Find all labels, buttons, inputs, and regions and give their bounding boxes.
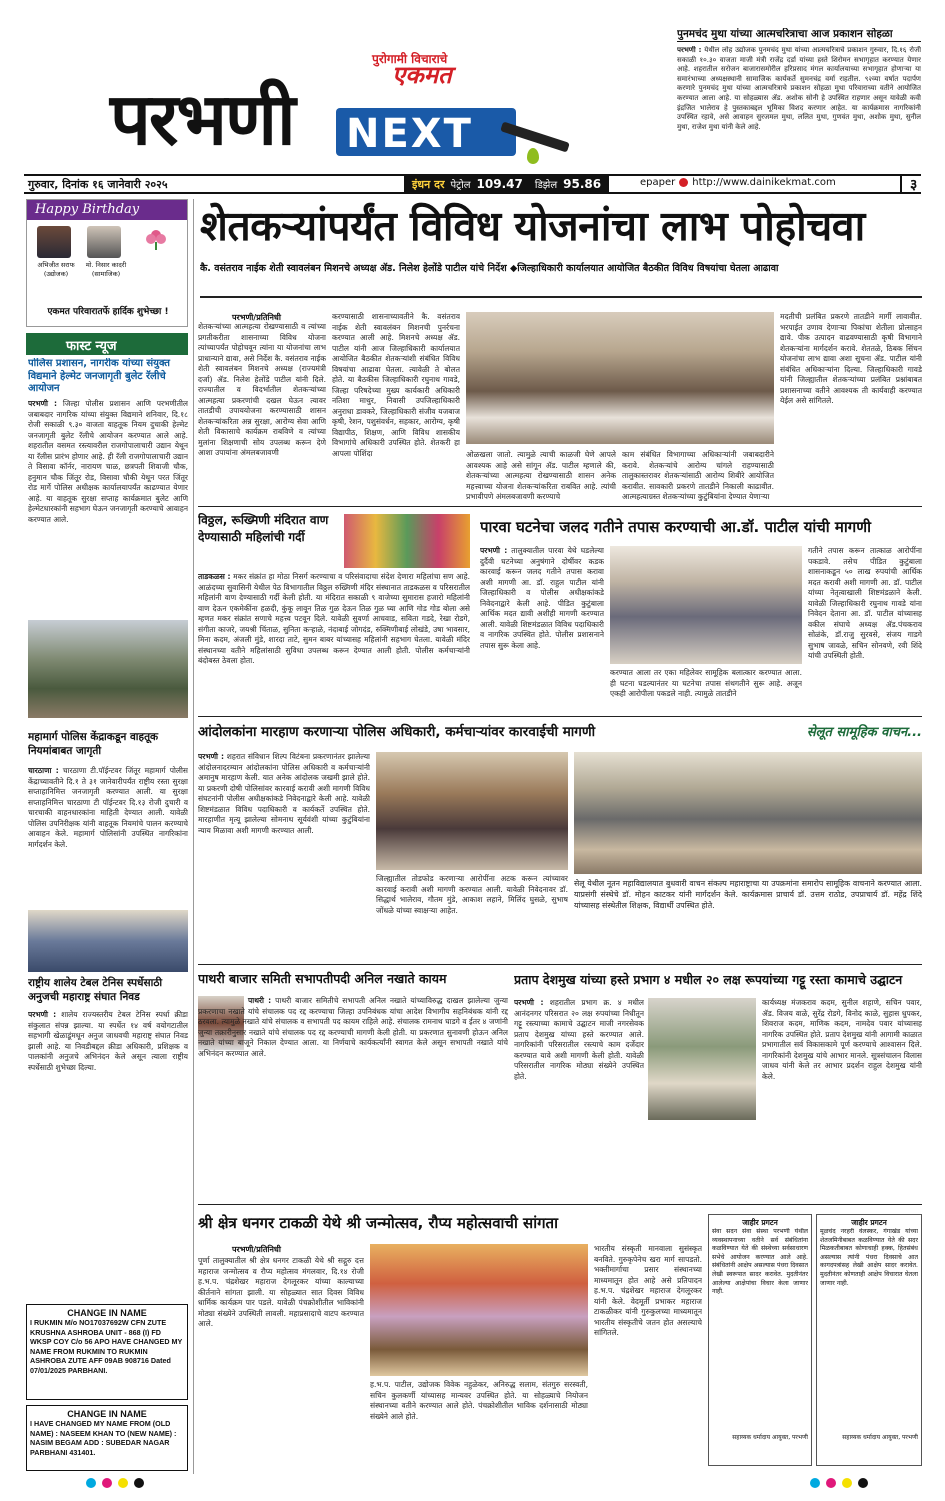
fast-news-header	[26, 333, 188, 355]
petrol-label: पेट्रोल	[450, 180, 471, 191]
left-column-divider	[193, 199, 194, 1474]
diesel-rate: 95.86	[563, 177, 602, 191]
classified-ad-2-title: CHANGE IN NAME	[67, 1409, 147, 1419]
fast-news-2-headline: महामार्ग पोलिस केंद्राकडून वाहतूक नियमांबाबत जागृती	[28, 731, 159, 757]
parva-memorandum-photo	[610, 546, 802, 664]
selu-caption: सेलू येथील नूतन महाविद्यालयात बुधवारी वाचन संकल्प महाराष्ट्राचा या उपक्रमांना समारोप सामूहिक वाचनाने करण्यात आला. याप्रसंगी संस्थेचे डॉ. मोहन काटकर यांनी मार्गदर्शन केले. कार्यक्रमास प्राचार्य डॉ. उत्तम राठोड, उपप्राचार्य डॉ. महेंद्र शिंदे यांच्यासह संस्थेतील शिक्षक, विद्यार्थी उपस्थित होते.	[574, 879, 922, 910]
date-bar	[24, 174, 921, 194]
andolak-body	[198, 752, 370, 962]
andolak-headline: आंदोलकांना मारहाण करणाऱ्या पोलिस अधिकारी, कर्मचाऱ्यांवर कारवाईची मागणी	[198, 724, 596, 740]
birthday-role-1: (उद्योजक)	[43, 270, 69, 278]
main-col-3: ओळखला जातो. त्यामुळे त्याची काळजी घेणे आपले आवश्यक आहे असे सांगून ॲड. पाटील म्हणाले की, शेतकऱ्यांच्या आत्महत्या रोखण्यासाठी शासन अनेक महत्त्वाच्या योजना शेतकऱ्यांकरिता राबवित आहे. त्यांची प्रभावीपणे अंमलबजावणी करण्याचे	[466, 450, 616, 501]
main-meeting-photo	[466, 312, 774, 444]
vitthal-body	[198, 572, 470, 712]
andolak-byline: परभणी :	[198, 752, 224, 761]
takali-byline: परभणी/प्रतिनिधी	[232, 1245, 281, 1254]
black-mark	[134, 1478, 144, 1488]
fast-news-3-headline: राष्ट्रीय शालेय टेबल टेनिस स्पर्धेसाठी अनुजची महाराष्ट्र संघात निवड	[28, 977, 163, 1003]
birthday-name-2: मो. निसार कादरी	[85, 261, 127, 269]
public-notice-1-title: जाहीर प्रगटन	[742, 1218, 778, 1227]
cyan-mark-2	[810, 1478, 820, 1488]
petrol-rate: 109.47	[476, 177, 523, 191]
main-headline: शेतकऱ्यांपर्यंत विविध योजनांचा लाभ पोहोचवा	[200, 202, 865, 250]
takali-body: पूर्णा तालुक्यातील श्री क्षेत्र धनगर टाकळी येथे श्री सद्गुरु दत्त महाराज जन्मोत्सव व रौप्य महोत्सव मंगलवार, दि.१४ रोजी ह.भ.प. चंद्रशेखर महाराज देगलूरकर यांच्या काल्याच्या कीर्तनाने सांगता झाली. या सोहळ्यात सात दिवस विविध धार्मिक कार्यक्रम पार पडले. यावेळी पंचक्रोशीतील भाविकांनी मोठ्या संख्येने उपस्थिती लावली. महाप्रसादाचे वाटप करण्यात आले.	[198, 1256, 364, 1328]
top-right-byline: परभणी :	[677, 46, 702, 54]
top-right-headline: पुनमचंद मुथा यांच्या आत्मचरित्राचा आज प्रकाशन सोहळा	[677, 28, 921, 42]
masthead	[0, 0, 670, 172]
pathri-byline: पाथरी :	[248, 996, 272, 1005]
fast-news-1-headline: पोलिस प्रशासन, नागरीक यांच्या संयुक्त विद्यमाने हेल्मेट जनजागृती बुलेट रॅलीचे आयोजन	[28, 358, 171, 394]
takali-celebration-photo	[370, 1244, 588, 1376]
andolak-text: शहरात संविधान शिल्प विटंबना प्रकरणानंतर झालेल्या आंदोलनादरम्यान आंदोलकांना पोलिस अधिकारी व कर्मचाऱ्यांनी अमानुष मारहाण केली. यात अनेक आंदोलक जखमी झाले होते. या प्रकरणी दोषी पोलिसांवर कारवाई करावी अशी मागणी विविध संघटनांनी पोलीस अधीक्षकांकडे निवेदनाद्वारे केली आहे. यावेळी शिष्टमंडळात विविध पदाधिकारी व कार्यकर्ते उपस्थित होते. मारहाणीत मृत्यू झालेल्या सोमनाथ सूर्यवंशी यांच्या कुटुंबियांना न्याय मिळावा अशी मागणी करण्यात आली.	[198, 752, 370, 835]
color-registration-marks	[0, 1478, 945, 1494]
public-notice-1	[708, 1214, 812, 1466]
masthead-brand: एकमत	[392, 61, 452, 89]
pratap-body	[514, 998, 644, 1120]
masthead-edition-text: NEXT	[346, 111, 473, 157]
parva-text: तालुक्यातील पारवा येथे घडलेल्या दुर्दैवी घटनेच्या अनुषंगाने दोषींवर कडक कारवाई करून जलद गतीने तपास करावा अशी मागणी आ. डॉ. राहुल पाटील यांनी जिल्हाधिकारी व पोलीस अधीक्षकांकडे निवेदनाद्वारे केली आहे. पीडित कुटुंबाला आर्थिक मदत द्यावी अशीही मागणी करण्यात आली. यावेळी शिष्टमंडळात विविध पदाधिकारी व नागरिक उपस्थित होते. पोलीस प्रशासनाने तपास सुरू केला आहे.	[480, 546, 604, 650]
pratap-inauguration-photo	[648, 998, 756, 1120]
vitthal-headline: विठ्ठल, रूख्मिणी मंदिरात वाण देण्यासाठी महिलांची गर्दी	[198, 513, 329, 544]
classified-ad-2-body: I HAVE CHANGED MY NAME FROM (OLD NAME) : NASEEM KHAN TO (NEW NAME) : NASIM BEGAM ADD : SUBEDAR NAGAR PARBHANI 431401.	[30, 1419, 177, 1457]
epaper-url: http://www.dainikekmat.com	[692, 177, 836, 188]
main-subhead-rule	[200, 296, 922, 298]
parva-body	[480, 546, 604, 712]
main-subhead: कै. वसंतराव नाईक शेती स्वावलंबन मिशनचे अध्यक्ष ॲड. निलेश हेलोंडे पाटील यांचे निर्देश ◆जिल्हाधिकारी कार्यालयात आयोजित बैठकीत विविध विषयांचा घेतला आढावा	[200, 263, 779, 274]
yellow-mark	[118, 1478, 128, 1488]
takali-headline: श्री क्षेत्र धनगर टाकळी येथे श्री जन्मोत्सव, रौप्य महोत्सवाची सांगता	[198, 1214, 558, 1232]
epaper-link[interactable]	[640, 177, 836, 188]
fast-news-1-body	[28, 399, 188, 614]
table-tennis-photo	[28, 910, 188, 972]
classified-ad-1	[26, 1304, 188, 1400]
public-notice-2-title: जाहीर प्रगटन	[851, 1218, 887, 1227]
fast-news-2-byline: चारठाणा :	[28, 766, 59, 775]
vitthal-women-photo	[344, 514, 470, 568]
selu-headline: सेलूत सामूहिक वाचन...	[806, 725, 922, 740]
pratap-col-right: कार्यध्यक्ष मंजकराव कदम, सुनील शहाणे, सचिन पवार, ॲड. विजय वाळे, सुरेंद्र रोडगे, विनोद काळे, सुहास धुपकर, शिवराज कदम, माणिक कदम, नामदेव पवार यांच्यासह नागरिक उपस्थित होते. प्रताप देशमुख यांनी आगामी काळात प्रभागातील सर्व विकासकामे पूर्ण करण्याचे आश्वासन दिले. नागरिकांनी देशमुख यांचे आभार मानले. सूत्रसंचालन विलास जाधव यांनी केले तर आभार प्रदर्शन राहुल देशमुख यांनी केले.	[762, 998, 922, 1081]
birthday-role-2: (सामाजिक)	[91, 270, 121, 278]
selu-reading-photo	[574, 752, 922, 874]
fast-news-1-byline: परभणी :	[28, 399, 58, 408]
masthead-city: परभणी	[110, 77, 294, 161]
page-number: ३	[900, 175, 917, 194]
main-col-2: करण्यासाठी शासनाच्यावतीने कै. वसंतराव नाईक शेती स्वावलंबन मिशनची पुनर्रचना करण्यात आली आहे. मिशनचे अध्यक्ष ॲड. पाटील यांनी आज जिल्हाधिकारी कार्यालयात आयोजित बैठकीत शेतकऱ्यांशी संबंधित विविध विषयांचा आढावा घेतला. त्यावेळी ते बोलत होते. या बैठकीस जिल्हाधिकारी रघुनाथ गावडे, जिल्हा परिषदेच्या मुख्य कार्यकारी अधिकारी नतिशा माथुर, निवासी उपजिल्हाधिकारी अनुराधा डावकरे, जिल्हाधिकारी संजीव यजबाज कृषी, रेशन, पशुसंवर्धन, सहकार, आरोग्य, कृषी विद्यापीठ, शिक्षण, आणि विविध शासकीय विभागांचे अधिकारी उपस्थित होते. शेतकरी हा आपला पोशिंदा	[332, 312, 460, 458]
fast-news-2-body	[28, 766, 188, 906]
masthead-edition	[336, 108, 516, 156]
top-right-story	[677, 28, 921, 170]
classified-ad-1-title: CHANGE IN NAME	[67, 1308, 147, 1318]
public-notice-2-sign: सहाय्यक धर्मादाय आयुक्त, परभणी	[842, 1434, 918, 1441]
fast-news-1-text: जिल्हा पोलीस प्रशासन आणि परभणीतील जबाबदार नागरिक यांच्या संयुक्त विद्यमाने शनिवार, दि.१८ रोजी सकाळी ९.३० वाजता वाहतूक नियम दुचाकी हेल्मेट जनजागृती बुलेट रॅलीचे आयोजन करण्यात आले आहे. शहरातील वसमत रस्त्यावरील राजगोपालाचारी उद्यान येथून या रॅलीस प्रारंभ होणार आहे. ही रॅली राजगोपालाचारी उद्यान ते विसावा कॉर्नर, नारायण चाळ, छत्रपती शिवाजी चौक, हनुमान चौक जिंतूर रोड, विसावा चौकी येथून परत जिंतूर रोड मार्गे पोलिस अधीक्षक कार्यालयापर्यंत काढण्यात येणार आहे. या वाहतूक सुरक्षा सप्ताह कार्यक्रमात बुलेट आणि हेल्मेटधारकांनी सहभाग घेऊन जनजागृती करण्याचे आवाहन करण्यात आले.	[28, 399, 188, 524]
top-right-text: येथील लोह उद्योजक पुनमचंद मुथा यांच्या आत्मचरित्राचे प्रकाशन गुरुवार, दि.१६ रोजी सकाळी १०.३० वाजता माजी मंत्री राजेंद्र दर्डा यांच्या हस्ते शिरोमन सभागृहात करण्यात येणार आहे. शहरातील सरोजन बाजारासमोरील हरिप्रसाद मंगल कार्यालयाच्या सभागृहात होणाऱ्या या समारंभाच्या अध्यक्षस्थानी सामाजिक कार्यकर्ते सुमनचंद्र वर्मा राहतील. ९२व्या वर्षात पदार्पण करणारे पुनमचंद मुथा यांच्या आत्मचरित्राचे प्रकाशन सोहळा मुथा परिवाराच्या वतीने आयोजित करण्यात आला आहे. या सोहळ्यास ॲड. अशोक सोनी हे उपस्थित राहणार असून यावेळी कवी इंद्रजित भालेराव हे पुस्तकाबद्दल भूमिका विशद करणार आहेत. या कार्यक्रमास नागरिकांनी उपस्थित रहावे, असे आवाहन सुरजमल मुथा, ललित मुथा, गुणवंत मुथा, अशोक मुथा, सुनील मुथा, राजेश मुथा यांनी केले आहे.	[677, 46, 921, 131]
magenta-mark	[102, 1478, 112, 1488]
main-col-4: काम संबंधित विभागाच्या अधिकाऱ्यांनी जबाबदारीने करावे. शेतकऱ्यांचे आरोग्य चांगले राहण्यासाठी तालुकास्तरावर शेतकऱ्यांसाठी आरोग्य शिबीरे आयोजित करावीत. सावकारी प्रकरणे तातडीने निकाली काढावीत. आत्महत्याग्रस्त शेतकऱ्यांच्या कुटुंबियांना देण्यात येणाऱ्या	[622, 450, 774, 501]
vitthal-text: मकर संक्रांत हा मोठा निसर्ग करण्याचा व परिसंवादाचा संदेश देणारा महिलांचा सण आहे. आळंदच्या सुवासिनी येथील पेठ विभागातील विठ्ठल रुख्मिणी मंदिर संस्थानात ताडकळस व परिसरातील महिलांनी वाण देण्यासाठी गर्दी केली होती. या मंदिरात सकाळी ९ वाजेच्या सुमारास हजारो महिलांनी वाण देऊन एकमेकींना हळदी, कुंकू लावून तिळ गुळ देऊन तिळ गुळ घ्या आणि गोड गोड बोला असे म्हणत मकर संक्रांत सणाचे महत्त्व पटवून दिले. यावेळी सुवर्णा आचवाड, सविता गडदे, रेखा रोडगे, संगीता काजरे, जयश्री चिंताळ, सुनिता कऱ्हाळे, नंदाबाई जोगदंड, रुक्मिणीबाई लोखंडे, उषा भावसार, मिना कदम, अंजली मुंडे, शारदा ताटे, सुमन बाबर यांच्यासह महिलांनी सहभाग घेतला. यावेळी मंदिर संस्थानच्या वतीने महिलांसाठी सुविधा उपलब्ध करून देण्यात आली होती. पोलीस कर्मचाऱ्यांनी बंदोबस्त ठेवला होता.	[198, 572, 470, 665]
vitthal-byline: ताडकळस :	[198, 572, 231, 581]
main-col-5: मदतीची प्रलंबित प्रकरणे तातडीने मार्गी लावावीत. भरपाईत उणाव देणाऱ्या पिकांचा शेतीला प्रोत्साहन द्यावे. पीक उत्पादन वाढवण्यासाठी कृषी विभागाने शेतकऱ्यांना मार्गदर्शन करावे. शेततळे, ठिबक सिंचन योजनांचा लाभ द्यावा अशा सूचना ॲड. पाटील यांनी संबंधित अधिकाऱ्यांना दिल्या. जिल्हाधिकारी गावडे यांनी जिल्ह्यातील शेतकऱ्यांच्या प्रलंबित प्रश्नांबाबत प्रशासनाच्या वतीने आवश्यक ती कार्यवाही करण्यात येईल असे सांगितले.	[780, 312, 922, 405]
public-notice-2	[816, 1214, 922, 1466]
magenta-mark-2	[826, 1478, 836, 1488]
epaper-label: epaper	[640, 177, 676, 188]
top-right-body	[677, 46, 921, 168]
pratap-byline: परभणी :	[514, 998, 544, 1007]
pathri-headline: पाथरी बाजार समिती सभापतीपदी अनिल नखाते कायम	[198, 971, 447, 986]
andolak-bottom-rule	[198, 964, 922, 965]
parva-headline: पारवा घटनेचा जलद गतीने तपास करण्याची आ.डॉ. पाटील यांची मागणी	[480, 518, 871, 536]
birthday-name-1: अभिजीत सराफ	[37, 261, 75, 269]
andolak-photo	[376, 752, 568, 870]
fast-news-3-byline: परभणी :	[28, 1010, 57, 1019]
main-col-1: शेतकऱ्यांच्या आत्महत्या रोखण्यासाठी व त्यांच्या प्रगतीकरीता शासनाच्या विविध योजना त्यांच्यापर्यंत पोहोचवून त्यांना या योजनांचा लाभ प्राधान्याने द्यावा, असे निर्देश कै. वसंतराव नाईक शेती स्वावलंबन मिशनचे अध्यक्ष (राज्यमंत्री दर्जा) ॲड. निलेश हेलोंडे पाटील यांनी दिले. राज्यातील व विदर्भातील शेतकऱ्यांच्या आत्महत्या प्रकरणांची दखल घेऊन त्यावर तातडीची उपाययोजना करण्यासाठी शासन शेतकऱ्यांकरिता अन्न सुरक्षा, आरोग्य सेवा आणि शेती विकासाचे कार्यक्रम राबविणे व त्यांच्या मुलांना शिक्षणाची सोय उपलब्ध करून देणे आशा उपायांना अंमलबजावणी	[198, 322, 326, 457]
pratap-text: शहरातील प्रभाग क्र. ४ मधील आनंदनगर परिसरात २० लक्ष रुपयांच्या निधीतून गट्टू रस्त्याच्या कामाचे उद्घाटन माजी नगरसेवक प्रताप देशमुख यांच्या हस्ते करण्यात आले. नागरिकांनी परिसरातील रस्त्याचे काम दर्जेदार करण्यात यावे अशी मागणी केली होती. यावेळी परिसरातील नागरिक मोठ्या संख्येने उपस्थित होते.	[514, 998, 644, 1081]
fast-news-3-body	[28, 1010, 188, 1200]
takali-col-3: भारतीय संस्कृती मानवाला सुसंस्कृत बनविते. गुरुकृपेनेच खरा मार्ग सापडतो. भक्तीमार्गाचा प्रसार संस्थानच्या माध्यमातून होत आहे असे प्रतिपादन ह.भ.प. चंद्रशेखर महाराज देगलूरकर यांनी केले. वेदमूर्ती प्रभाकर महाराज टाकळीकर यांनी गुरुकुलच्या माध्यमातून भारतीय संस्कृतीचे जतन होत असल्याचे सांगितले.	[594, 1244, 702, 1337]
fuel-rates	[404, 176, 609, 192]
fuel-label: इंधन दर	[412, 177, 445, 191]
parva-col-right: गतीने तपास करून तात्काळ आरोपींना पकडावे. तसेच पीडित कुटुंबाला शासनाकडून ५० लाख रुपयांची आर्थिक मदत करावी अशी मागणी आ. डॉ. पाटील यांच्या नेतृत्वाखाली शिष्टमंडळाने केली. यावेळी जिल्हाधिकारी रघुनाथ गावडे यांना निवेदन देताना आ. डॉ. पाटील यांच्यासह वकील संघाचे अध्यक्ष ॲड.पंचकराव सोळंके, डॉ.राजु सुरवसे, संजय गाडगे सुभाष जावळे, सचिन सोनवणे, रवी शिंदे यांची उपस्थिती होती.	[808, 546, 922, 660]
fast-news-2-text: चारठाणा टी.पॉईन्टवर जिंतूर महामार्ग पोलीस केंद्राच्यावतीने दि.१ ते ३१ जानेवारीपर्यंत राष्ट्रीय रस्ता सुरक्षा सप्ताहानिमित्त जनजागृती करण्यात आली. या सुरक्षा सप्ताहनिमित्त चारठाणा टी पॉईन्टवर दि.१३ रोजी दुचारी व चारचाकी वाहनधारकांना माहिती देण्यात आली. यावेळी पोलिस उपनिरीक्षक यांनी वाहतूक नियमांचे पालन करण्याचे आवाहन केले. महामार्ग पोलिसांनी उपस्थित नागरिकांना मार्गदर्शन केले.	[28, 766, 188, 849]
birthday-box	[26, 199, 188, 327]
diesel-label: डिझेल	[534, 180, 558, 191]
pathri-text: पाथरी बाजार समितीचे सभापती अनिल नखाते यांच्याविरुद्ध दाखल झालेल्या जुन्या प्रकरणाचा नखाते यांचे संचालक पद रद्द करण्याचा जिल्हा उपनिबंधक यांचा आदेश विभागीय सहनिबंधक यांनी रद्द ठरवला. त्यामुळे नखाते यांचे संचालक व सभापती पद कायम राहिले आहे. संचालक रामनाथ घाडगे व ईतर ४ जणांनी जुन्या तक्रारीनुसार नखाते यांचे संचालक पद रद्द करण्याची मागणी केली होती. या प्रकरणात सुनावणी होऊन अनिल नखाते यांच्या बाजूने निकाल देण्यात आला. या निर्णयाचे कार्यकर्त्यांनी स्वागत केले असून सभापती नखाते यांचे अभिनंदन करण्यात आले.	[198, 996, 508, 1058]
birthday-photo-2	[87, 226, 121, 258]
cyan-mark	[86, 1478, 96, 1488]
pratap-headline: प्रताप देशमुख यांच्या हस्ते प्रभाग ४ मधील २० लक्ष रूपयांच्या गट्टू रस्ता कामाचे उद्घाटन	[514, 972, 903, 987]
takali-col-2: ह.भ.प. पाटील, उद्योजक विवेक नहुळेकर, अनिरुद्ध सलाम, संतगुरु सरस्वती, सचिन कुलकर्णी यांच्यासह मान्यवर उपस्थित होते. या सोहळ्याचे नियोजन संस्थानच्या वतीने करण्यात आले होते. पंचक्रोशीतील भाविक दर्शनासाठी मोठ्या संख्येने आले होते.	[370, 1380, 588, 1421]
classified-ad-2	[26, 1405, 188, 1471]
fast-news-title: फास्ट न्यूज	[66, 339, 117, 354]
vitthal-bottom-rule	[198, 716, 922, 717]
birthday-wish: एकमत परिवारातर्फे हार्दिक शुभेच्छा !	[47, 307, 169, 317]
main-bottom-rule	[198, 506, 922, 507]
main-byline: परभणी/प्रतिनिधी	[232, 313, 281, 322]
police-rally-photo	[28, 620, 188, 718]
classified-ad-1-body: I RUKMIN M/o NO17037692W CFN ZUTE KRUSHNA ASHROBA UNIT - 868 (I) FD WKSP COY C/o 56 APO HAVE CHANGED MY NAME FROM RUKMIN TO RUKMIN ASHROBA ZUTE AFF 09AB 908716 Dated 07/01/2025 PARBHANI.	[30, 1318, 183, 1375]
public-notice-1-sign: सहाय्यक धर्मादाय आयुक्त, परभणी	[732, 1434, 808, 1441]
public-notice-2-body: मूळचंद नरहरी वेलस्कर, गंगाखेड यांच्या शेतजमिनीबाबत कळविण्यात येते की सदर मिळकतीबाबत कोणाचाही हक्क, हितसंबंध असल्यास त्यांनी पंधरा दिवसाचे आत कागदपत्रांसह लेखी आक्षेप सादर करावेत. मुदतीनंतर कोणताही आक्षेप विचारात घेतला जाणार नाही.	[820, 1228, 918, 1287]
masthead-tagline: पुरोगामी विचाराचे	[372, 52, 448, 66]
parva-photo-caption: करण्यात आला तर एका महिलेवर सामूहिक बलात्कार करण्यात आला. ही घटना घडल्यानंतर या घटनेचा तपास संथगतीने सुरू आहे. अजून एकही आरोपीला पकडले नाही. त्यामुळे तातडीने	[610, 668, 802, 698]
issue-date: गुरुवार, दिनांक १६ जानेवारी २०२५	[28, 178, 168, 191]
yellow-mark-2	[842, 1478, 852, 1488]
birthday-photo-1	[37, 226, 71, 258]
pathri-bottom-rule	[198, 1204, 922, 1205]
black-mark-2	[858, 1478, 868, 1488]
fast-news-3-text: शालेय राज्यस्तरीय टेबल टेनिस स्पर्धा क्रीडा संकुलात संपन्न झाल्या. या स्पर्धेत १४ वर्ष वयोगटातील सहभागी खेळाडूंमधून अनुज जाधवची महाराष्ट्र संघात निवड झाली आहे. या निवडीबद्दल क्रीडा अधिकारी, प्रशिक्षक व पालकांनी अनुजचे अभिनंदन केले असून त्याला राष्ट्रीय स्पर्धेसाठी शुभेच्छा दिल्या.	[28, 1010, 188, 1072]
andolak-photo-caption: जिल्ह्यातील तोडफोड करणाऱ्या आरोपींना अटक करून त्यांच्यावर कारवाई करावी अशी मागणी करण्यात आली. यावेळी निवेदनावर डॉ. सिद्धार्थ भालेराव, गौतम मुंडे, आकाश लहाने, मिलिंद घुसळे, सुभाष जोंधळे यांच्या स्वाक्षऱ्या आहेत.	[376, 874, 568, 915]
fuel-drop-icon	[527, 148, 539, 164]
globe-icon	[679, 178, 688, 187]
flower-icon	[145, 228, 167, 250]
birthday-title: Happy Birthday	[27, 200, 187, 220]
parva-byline: परभणी :	[480, 546, 508, 555]
public-notice-1-body: सेवा सदन सेवा संस्था परभणी येथील व्यवस्थापनाच्या वतीने सर्व संबंधितांना कळविण्यात येते की संस्थेच्या सर्वसाधारण सभेचे आयोजन करण्यात आले आहे. संबंधितांनी आक्षेप असल्यास पंधरा दिवसात लेखी स्वरूपात सादर करावेत. मुदतीनंतर आलेल्या आक्षेपांचा विचार केला जाणार नाही.	[712, 1228, 808, 1296]
pathri-body	[198, 996, 508, 1202]
